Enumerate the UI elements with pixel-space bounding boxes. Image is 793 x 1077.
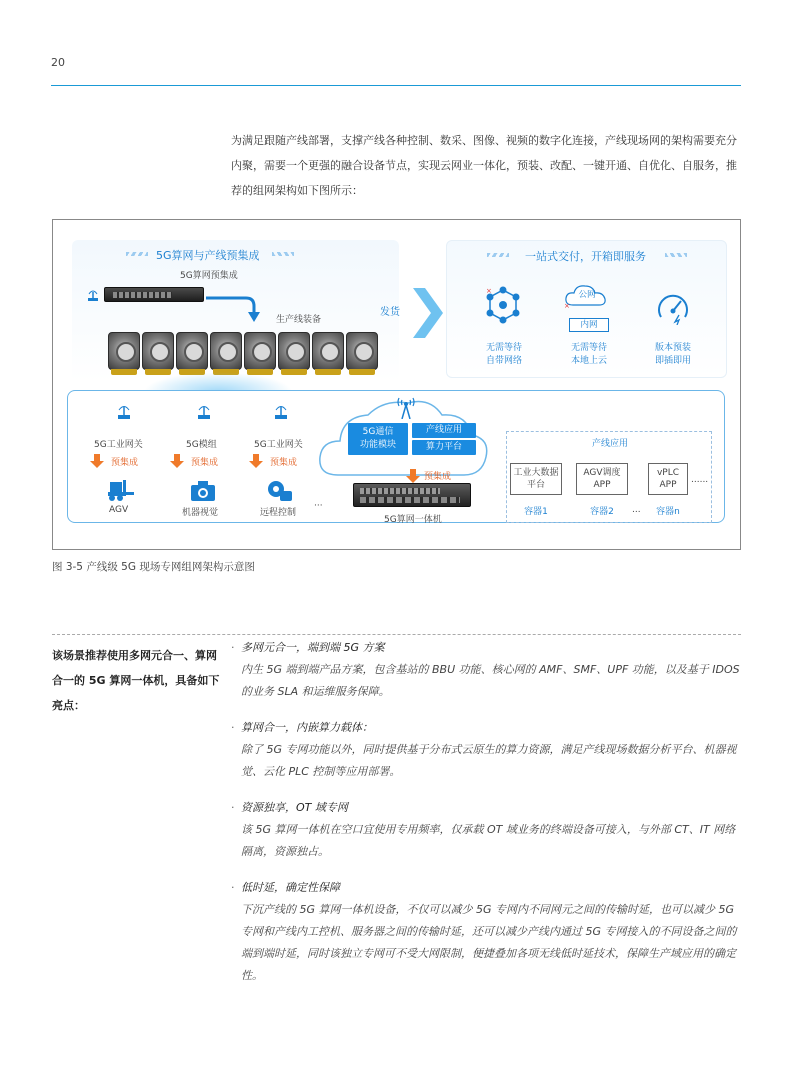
app-label: 产线应用 [412, 423, 476, 438]
network-architecture-figure [52, 219, 741, 550]
all-in-one-device [353, 483, 471, 507]
highlight-title: · 算网合一，内嵌算力载体： [231, 717, 743, 739]
container-label: 容器n [656, 507, 680, 517]
svg-text:×: × [486, 287, 492, 295]
orange-down-arrow-icon [406, 469, 420, 483]
highlight-title: · 低时延，确定性保障 [231, 877, 743, 899]
app-group-title: 产线应用 [591, 439, 628, 449]
container-app: AGV调度 APP [576, 463, 628, 495]
camera-icon [190, 480, 216, 502]
title-decoration [665, 253, 687, 257]
production-machine [108, 332, 140, 370]
production-machine [346, 332, 378, 370]
container-label: 容器1 [524, 507, 548, 517]
deployment-panel [67, 390, 725, 523]
title-decoration [126, 252, 148, 256]
down-arrow-icon [206, 294, 262, 324]
antenna-icon [273, 403, 289, 419]
antenna-icon [116, 403, 132, 419]
app-ellipsis: ...... [691, 475, 709, 485]
remote-control-icon [266, 479, 294, 503]
chevron-right-icon [413, 288, 443, 338]
highlight-item [231, 717, 743, 783]
orange-down-arrow-icon [249, 454, 263, 468]
production-machine [176, 332, 208, 370]
antenna-icon [86, 289, 100, 301]
one-stop-delivery-panel [446, 240, 727, 378]
highlight-title: · 多网元合一，端到端 5G 方案 [231, 637, 743, 659]
page-number: 20 [51, 56, 65, 69]
container-app: vPLC APP [648, 463, 688, 495]
orange-down-arrow-icon [170, 454, 184, 468]
private-net-label: 内网 [569, 318, 609, 332]
production-machine [312, 332, 344, 370]
highlights-heading: 该场景推荐使用多网元合一、算网合一的 5G 算网一体机，具备如下亮点： [52, 649, 220, 712]
highlight-body: 该 5G 算网一体机在空口宜使用专用频率，仅承载 OT 域业务的终端设备可接入，与外部 CT、IT 网络隔离，资源独占。 [241, 823, 736, 858]
orange-down-arrow-icon [90, 454, 104, 468]
pre-integration-title: 5G算网与产线预集成 [156, 249, 260, 262]
terminal-device: AGV [109, 505, 129, 515]
antenna-icon [196, 403, 212, 419]
title-decoration [272, 252, 294, 256]
terminal-name: 5G模组 [186, 440, 217, 450]
ship-label: 发货 [380, 307, 400, 318]
terminal-ellipsis: ··· [314, 501, 323, 511]
public-net-label: 公网 [578, 290, 596, 300]
terminal-name: 5G工业网关 [94, 440, 143, 450]
production-machine [278, 332, 310, 370]
production-machine [244, 332, 276, 370]
forklift-icon [106, 480, 136, 502]
feature-text: 无需等待 本地上云 [570, 343, 607, 366]
network-nodes-icon [484, 286, 522, 324]
highlights-list [231, 637, 743, 1001]
server-rack [104, 287, 204, 302]
container-app: 工业大数据 平台 [510, 463, 562, 495]
terminal-name: 5G工业网关 [254, 440, 303, 450]
highlight-item [231, 797, 743, 863]
production-machine [142, 332, 174, 370]
section-divider [52, 634, 741, 635]
comm-module: 5G通信 功能模块 [348, 423, 408, 455]
pre-integrated-label: 预集成 [270, 458, 298, 468]
container-label: 容器2 [590, 507, 614, 517]
glow-decoration [143, 372, 293, 392]
container-ellipsis: ... [632, 505, 641, 515]
all-in-one-label: 5G算网一体机 [384, 515, 442, 525]
terminal-device: 机器视觉 [182, 508, 219, 518]
app-label: 算力平台 [412, 440, 476, 455]
highlight-item [231, 637, 743, 703]
gauge-icon [655, 289, 691, 325]
device-label: 5G算网预集成 [180, 271, 238, 281]
signal-tower-icon [393, 397, 419, 419]
pre-integrated-label: 预集成 [424, 472, 452, 482]
intro-paragraph: 为满足跟随产线部署，支撑产线各种控制、数采、图像、视频的数字化连接，产线现场网的架构需要充分内聚，需要一个更强的融合设备节点，实现云网业一体化，预装、改配、一键开通、自优化、自服务，推荐的组网架构如下图所示： [231, 134, 737, 197]
pre-integrated-label: 预集成 [111, 458, 139, 468]
highlight-item [231, 877, 743, 987]
production-machine [210, 332, 242, 370]
svg-text:×: × [564, 302, 570, 309]
pre-integrated-label: 预集成 [191, 458, 219, 468]
header-rule [51, 85, 741, 86]
highlight-body: 除了 5G 专网功能以外，同时提供基于分布式云原生的算力资源，满足产线现场数据分析平台、机器视觉、云化 PLC 控制等应用部署。 [241, 743, 737, 778]
highlight-body: 下沉产线的 5G 算网一体机设备，不仅可以减少 5G 专网内不同网元之间的传输时延，也可以减少 5G 专网和产线内工控机、服务器之间的传输时延，还可以减少产线内通过 5G 专网接入的不同设备之间的端到端时延，同时该独立专网可不受大网限制，便捷叠加各项无线低时延技术，保障生产域应用的确定性。 [241, 903, 737, 982]
pre-integration-panel [72, 240, 399, 382]
feature-text: 版本预装 即插即用 [654, 343, 691, 366]
one-stop-delivery-title: 一站式交付，开箱即服务 [525, 250, 646, 263]
feature-text: 无需等待 自带网络 [485, 343, 522, 366]
highlight-body: 内生 5G 端到端产品方案，包含基站的 BBU 功能、核心网的 AMF、SMF、UPF 功能，以及基于 IDOS 的业务 SLA 和运维服务保障。 [241, 663, 740, 698]
terminal-device: 远程控制 [260, 508, 297, 518]
highlight-title: · 资源独享，OT 域专网 [231, 797, 743, 819]
title-decoration [487, 253, 509, 257]
figure-caption: 图 3-5 产线级 5G 现场专网组网架构示意图 [52, 561, 255, 573]
line-label: 生产线装备 [276, 315, 322, 325]
